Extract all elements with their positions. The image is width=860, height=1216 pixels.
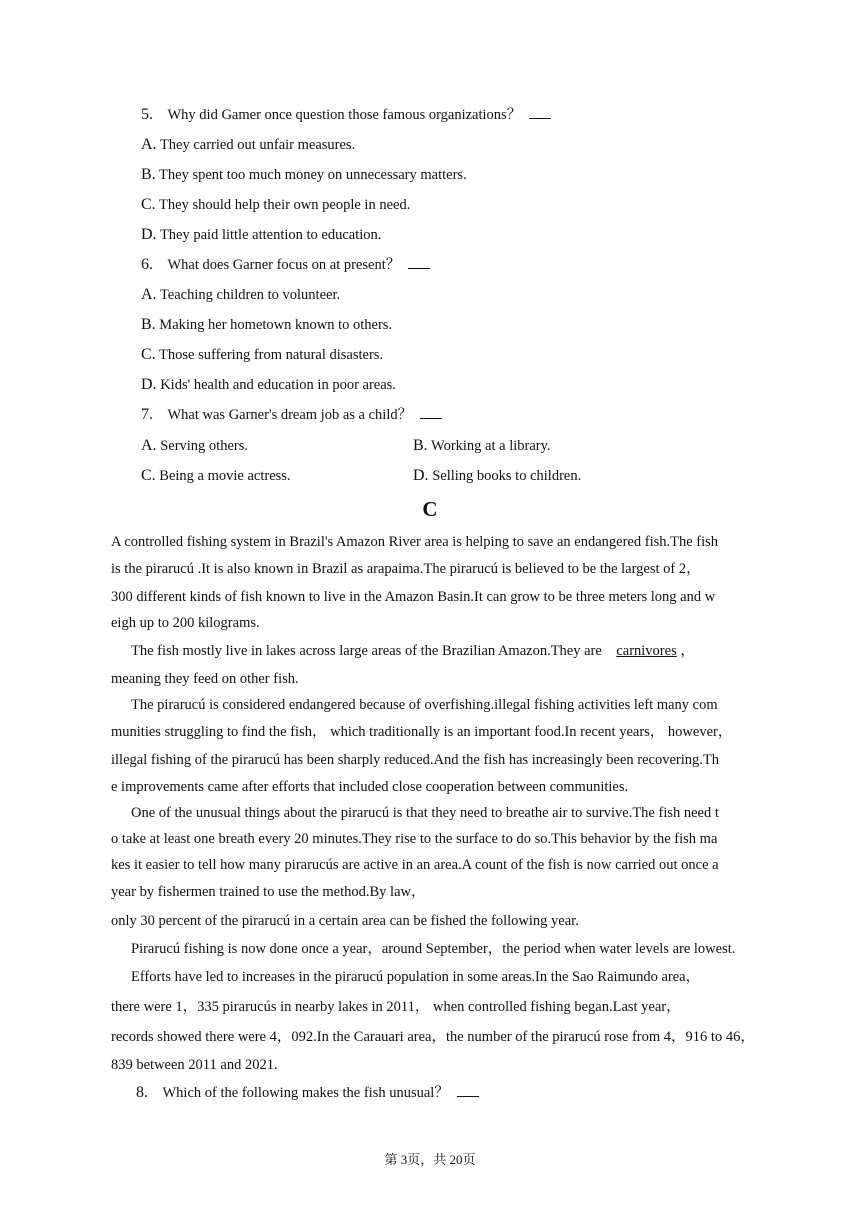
passage-text: ， <box>676 643 695 659</box>
question-6 <box>141 256 430 274</box>
question-number: 5. <box>141 106 153 123</box>
passage-line: only 30 percent of the pirarucú in a certain area can be fished the following year. <box>111 913 579 929</box>
question-5 <box>141 106 551 124</box>
passage-line: The pirarucú is considered endangered because of overfishing.illegal fishing activities left many com <box>131 697 718 713</box>
option-letter: D. <box>141 226 157 243</box>
passage-line: e improvements came after efforts that included close cooperation between communities. <box>111 779 629 795</box>
option-text: They spent too much money on unnecessary matters. <box>159 167 467 183</box>
option-letter: D. <box>413 467 429 484</box>
option-7d <box>413 467 581 485</box>
passage-line: Pirarucú fishing is now done once a year，around September，the period when water levels are lowest. <box>131 941 736 957</box>
question-7 <box>141 406 442 424</box>
passage-line: kes it easier to tell how many pirarucús are active in an area.A count of the fish is now carried out once a <box>111 857 719 873</box>
passage-line: 839 between 2011 and 2021. <box>111 1057 278 1073</box>
option-letter: C. <box>141 467 156 484</box>
option-6a <box>141 286 340 304</box>
option-letter: C. <box>141 196 156 213</box>
option-6d <box>141 376 396 394</box>
option-letter: C. <box>141 346 156 363</box>
passage-line: illegal fishing of the pirarucú has been sharply reduced.And the fish has increasingly been recovering.Th <box>111 752 719 768</box>
option-6c <box>141 346 383 364</box>
option-text: Being a movie actress. <box>159 468 291 484</box>
passage-line: o take at least one breath every 20 minutes.They rise to the surface to do so.This behavior by the fish ma <box>111 831 718 847</box>
passage-line: eigh up to 200 kilograms. <box>111 615 260 631</box>
option-7c <box>141 467 291 485</box>
option-text: They paid little attention to education. <box>159 227 382 243</box>
answer-blank[interactable] <box>457 1084 479 1097</box>
question-text: What was Garner's dream job as a child？ <box>167 407 413 423</box>
underlined-word: carnivores <box>616 643 677 659</box>
passage-line: there were 1，335 pirarucús in nearby lakes in 2011， when controlled fishing began.Last year， <box>111 999 681 1015</box>
option-letter: B. <box>413 437 428 454</box>
option-letter: D. <box>141 376 157 393</box>
answer-blank[interactable] <box>408 256 430 269</box>
question-text: What does Garner focus on at present？ <box>167 257 401 273</box>
question-8 <box>136 1084 479 1102</box>
passage-line: is the pirarucú .It is also known in Brazil as arapaima.The pirarucú is believed to be the largest of 2， <box>111 561 701 577</box>
answer-blank[interactable] <box>529 106 551 119</box>
option-letter: A. <box>141 437 157 454</box>
passage-line: records showed there were 4，092.In the Carauari area，the number of the pirarucú rose from 4，916 to 46， <box>111 1029 755 1045</box>
option-5b <box>141 166 467 184</box>
option-5c <box>141 196 410 214</box>
option-text: Making her hometown known to others. <box>159 317 393 333</box>
option-letter: A. <box>141 136 157 153</box>
passage-text: The fish mostly live in lakes across large areas of the Brazilian Amazon.They are <box>131 643 602 659</box>
passage-line: year by fishermen trained to use the method.By law， <box>111 884 426 900</box>
passage-line <box>131 642 695 660</box>
option-7b <box>413 437 551 455</box>
passage-line: 300 different kinds of fish known to live in the Amazon Basin.It can grow to be three meters long and w <box>111 589 716 605</box>
section-heading: C <box>422 497 438 521</box>
option-text: Teaching children to volunteer. <box>159 287 341 303</box>
option-text: Those suffering from natural disasters. <box>159 347 384 363</box>
option-text: Serving others. <box>160 438 248 454</box>
option-7a <box>141 437 248 455</box>
question-number: 6. <box>141 256 153 273</box>
passage-line: One of the unusual things about the pirarucú is that they need to breathe air to survive.The fish need t <box>131 805 719 821</box>
answer-blank[interactable] <box>420 406 442 419</box>
option-letter: B. <box>141 316 156 333</box>
passage-line: munities struggling to find the fish， which traditionally is an important food.In recent years， however， <box>111 724 733 740</box>
option-6b <box>141 316 392 334</box>
option-text: Kids' health and education in poor areas. <box>160 377 396 393</box>
passage-line: meaning they feed on other fish. <box>111 671 299 687</box>
passage-line: A controlled fishing system in Brazil's Amazon River area is helping to save an endangered fish.The fish <box>111 534 719 550</box>
option-text: Working at a library. <box>431 438 551 454</box>
question-text: Why did Gamer once question those famous organizations？ <box>167 107 522 123</box>
option-text: They carried out unfair measures. <box>159 137 356 153</box>
question-text: Which of the following makes the fish unusual？ <box>162 1085 449 1101</box>
page-footer: 第 3页，共 20页 <box>384 1152 476 1167</box>
question-number: 8. <box>136 1084 148 1101</box>
option-letter: A. <box>141 286 157 303</box>
option-text: They should help their own people in need. <box>159 197 411 213</box>
option-5a <box>141 136 355 154</box>
option-5d <box>141 226 381 244</box>
option-letter: B. <box>141 166 156 183</box>
question-number: 7. <box>141 406 153 423</box>
passage-line: Efforts have led to increases in the pirarucú population in some areas.In the Sao Raimundo area， <box>131 969 701 985</box>
option-text: Selling books to children. <box>432 468 582 484</box>
